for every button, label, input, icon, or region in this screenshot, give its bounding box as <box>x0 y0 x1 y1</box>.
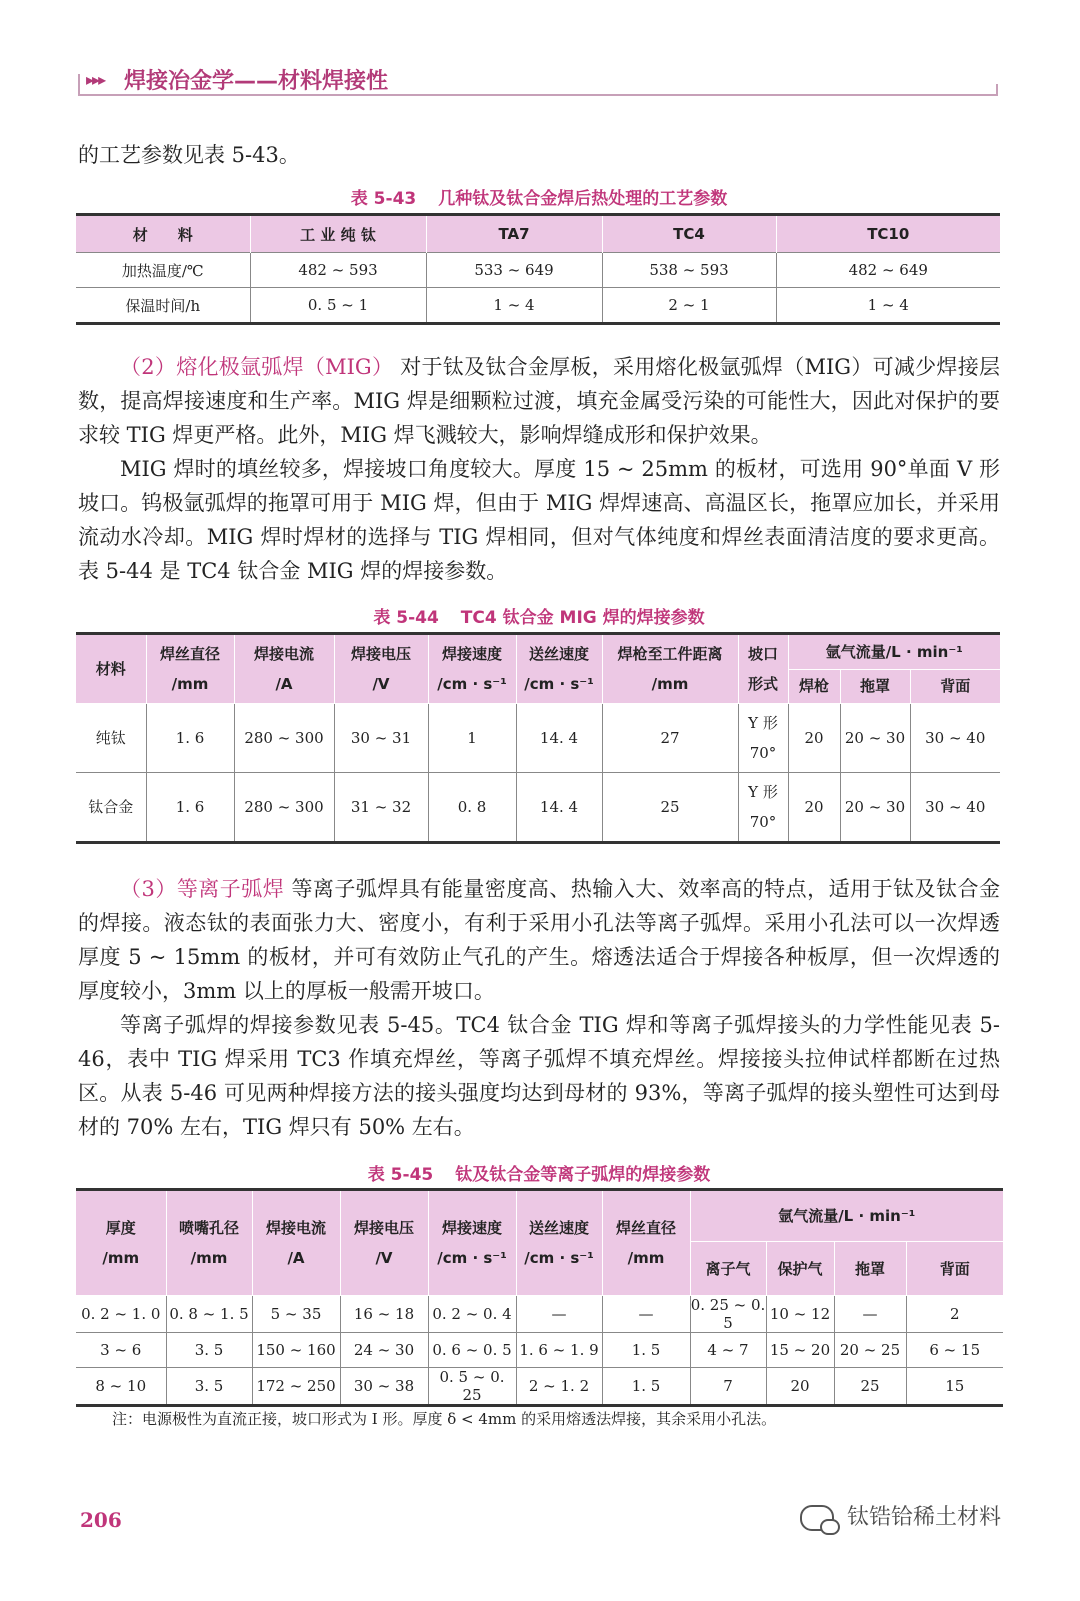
header-cell: 氩气流量/L · min⁻¹ <box>690 1190 1003 1242</box>
header-cell: 保护气 <box>766 1242 834 1296</box>
table-43 <box>76 213 1000 325</box>
table-cell: 280 ~ 300 <box>234 773 334 843</box>
header-cell: 材 料 <box>76 215 250 253</box>
table-cell: 30 ~ 38 <box>340 1368 428 1406</box>
table-cell: 30 ~ 40 <box>910 704 1000 773</box>
table-cell: 31 ~ 32 <box>334 773 428 843</box>
plasma-text-1: 等离子弧焊具有能量密度高、热输入大、效率高的特点，适用于钛及钛合金的焊接。液态钛的表面张力大、密度小，有利于采用小孔法等离子弧焊。采用小孔法可以一次焊透厚度 5 ~ 15mm 的板材，并可有效防止气孔的产生。熔透法适合于焊接各种板厚，但一次焊透的厚度较小，3mm 以上的厚板一般需开坡口。 <box>78 877 1000 1003</box>
table-row <box>76 288 1000 324</box>
table-43-title: 几种钛及钛合金焊后热处理的工艺参数 <box>438 189 728 209</box>
header-cell: 材料 <box>76 634 146 704</box>
header-cell: TC4 <box>602 215 776 253</box>
header-cell: 背面 <box>906 1242 1003 1296</box>
table-cell: 538 ~ 593 <box>602 253 776 288</box>
plasma-heading: （3）等离子弧焊 <box>120 877 285 901</box>
table-row <box>76 1333 1003 1368</box>
table-cell: 0. 5 ~ 1 <box>250 288 426 324</box>
header-cell: 工 业 纯 钛 <box>250 215 426 253</box>
table-cell: 27 <box>602 704 738 773</box>
table-cell: 15 <box>906 1368 1003 1406</box>
table-row <box>76 773 1000 843</box>
table-cell: 7 <box>690 1368 766 1406</box>
table-cell: 5 ~ 35 <box>252 1296 340 1333</box>
table-cell: 533 ~ 649 <box>426 253 602 288</box>
table-row <box>76 704 1000 773</box>
table-cell: 482 ~ 649 <box>776 253 1000 288</box>
table-cell: 加热温度/℃ <box>76 253 250 288</box>
header-cell: 拖罩 <box>834 1242 906 1296</box>
table-cell: — <box>834 1296 906 1333</box>
wechat-icon <box>800 1505 834 1531</box>
table-43-number: 表 5-43 <box>350 189 417 209</box>
table-cell: — <box>602 1296 690 1333</box>
table-cell: 2 ~ 1 <box>602 288 776 324</box>
table-44-caption <box>78 603 1000 628</box>
table-cell: 16 ~ 18 <box>340 1296 428 1333</box>
table-cell: 1 <box>428 704 516 773</box>
header-cell: 拖罩 <box>840 669 910 703</box>
table-cell: 20 ~ 25 <box>834 1333 906 1368</box>
table-header-row <box>76 1190 1003 1242</box>
watermark-text: 钛锆铪稀土材料 <box>847 1505 1002 1530</box>
table-row <box>76 1368 1003 1406</box>
table-45-caption <box>78 1160 1000 1185</box>
table-44-title: TC4 钛合金 MIG 焊的焊接参数 <box>460 608 705 628</box>
header-cell: 焊接电流 /A <box>252 1190 340 1296</box>
intro-line: 的工艺参数见表 5-43。 <box>78 143 300 167</box>
header-cell: 焊接电流 /A <box>234 634 334 704</box>
table-cell: 保温时间/h <box>76 288 250 324</box>
table-cell: 20 ~ 30 <box>840 704 910 773</box>
table-cell: 3 ~ 6 <box>76 1333 166 1368</box>
header-title: 焊接冶金学——材料焊接性 <box>124 69 389 94</box>
header-cell: 焊接速度 /cm · s⁻¹ <box>428 1190 516 1296</box>
table-cell: 20 <box>788 704 840 773</box>
table-cell: 25 <box>602 773 738 843</box>
header-cell: 送丝速度 /cm · s⁻¹ <box>516 1190 602 1296</box>
watermark <box>800 1500 1040 1540</box>
table-cell: 0. 2 ~ 0. 4 <box>428 1296 516 1333</box>
table-cell: 1. 6 ~ 1. 9 <box>516 1333 602 1368</box>
table-row <box>76 1296 1003 1333</box>
table-cell: 0. 5 ~ 0. 25 <box>428 1368 516 1406</box>
table-cell: 14. 4 <box>516 704 602 773</box>
table-cell: 2 <box>906 1296 1003 1333</box>
header-right-tick <box>996 84 998 96</box>
header-left-tick <box>78 74 80 96</box>
table-cell: 8 ~ 10 <box>76 1368 166 1406</box>
mig-text-1: 对于钛及钛合金厚板，采用熔化极氩弧焊（MIG）可减少焊接层数，提高焊接速度和生产率。MIG 焊是细颗粒过渡，填充金属受污染的可能性大，因此对保护的要求较 TIG 焊更严格。此外，MIG 焊飞溅较大，影响焊缝成形和保护效果。 <box>78 355 1000 447</box>
header-cell: 氩气流量/L · min⁻¹ <box>788 634 1000 670</box>
table-cell: 172 ~ 250 <box>252 1368 340 1406</box>
table-45-title: 钛及钛合金等离子弧焊的焊接参数 <box>455 1165 711 1185</box>
table-cell: 1 ~ 4 <box>426 288 602 324</box>
table-cell: 24 ~ 30 <box>340 1333 428 1368</box>
table-44-number: 表 5-44 <box>373 608 439 628</box>
table-cell: 150 ~ 160 <box>252 1333 340 1368</box>
table-cell: 30 ~ 31 <box>334 704 428 773</box>
table-cell: 20 <box>766 1368 834 1406</box>
header-cell: 坡口 形式 <box>738 634 788 704</box>
table-cell: 0. 25 ~ 0. 5 <box>690 1296 766 1332</box>
running-header <box>78 60 998 100</box>
table-cell: 0. 2 ~ 1. 0 <box>76 1296 166 1333</box>
header-cell: 喷嘴孔径 /mm <box>166 1190 252 1296</box>
header-cell: 焊接速度 /cm · s⁻¹ <box>428 634 516 704</box>
mig-heading: （2）熔化极氩弧焊（MIG） <box>120 355 394 379</box>
table-cell: 1. 5 <box>602 1333 690 1368</box>
table-cell: 4 ~ 7 <box>690 1333 766 1368</box>
table-cell: 20 <box>788 773 840 843</box>
table-cell: 1. 6 <box>146 704 234 773</box>
table-cell: 1. 5 <box>602 1368 690 1406</box>
table-cell: 2 ~ 1. 2 <box>516 1368 602 1406</box>
header-cell: 焊接电压 /V <box>334 634 428 704</box>
table-cell: 0. 6 ~ 0. 5 <box>428 1333 516 1368</box>
plasma-paragraph-1 <box>78 872 1000 1008</box>
table-cell: 25 <box>834 1368 906 1406</box>
table-45 <box>76 1188 1003 1407</box>
table-cell: Y 形 70° <box>738 773 788 843</box>
header-cell: TA7 <box>426 215 602 253</box>
header-cell: 焊丝直径 /mm <box>602 1190 690 1296</box>
table-cell: 15 ~ 20 <box>766 1333 834 1368</box>
table-cell: 纯钛 <box>76 704 146 773</box>
table-cell: 3. 5 <box>166 1368 252 1406</box>
table-header-row <box>76 634 1000 670</box>
header-cell: TC10 <box>776 215 1000 253</box>
table-cell: 1 ~ 4 <box>776 288 1000 324</box>
header-cell: 焊接电压 /V <box>340 1190 428 1296</box>
header-arrow-icon: ▸▸▸ <box>86 70 105 89</box>
header-cell: 背面 <box>910 669 1000 703</box>
plasma-paragraph-2: 等离子弧焊的焊接参数见表 5-45。TC4 钛合金 TIG 焊和等离子弧焊接头的力学性能见表 5-46，表中 TIG 焊采用 TC3 作填充焊丝，等离子弧焊不填充焊丝。焊接接头拉伸试样都断在过热区。从表 5-46 可见两种焊接方法的接头强度均达到母材的 93%，等离子弧焊的接头塑性可达到母材的 70% 左右，TIG 焊只有 50% 左右。 <box>78 1013 1000 1139</box>
mig-paragraph-1 <box>78 350 1000 452</box>
table-cell: 1. 6 <box>146 773 234 843</box>
header-cell: 焊丝直径 /mm <box>146 634 234 704</box>
header-cell: 离子气 <box>690 1242 766 1296</box>
table-cell: 0. 8 <box>428 773 516 843</box>
table-cell: 20 ~ 30 <box>840 773 910 843</box>
table-cell: 280 ~ 300 <box>234 704 334 773</box>
table-cell: 30 ~ 40 <box>910 773 1000 843</box>
table-row <box>76 253 1000 288</box>
header-cell: 送丝速度 /cm · s⁻¹ <box>516 634 602 704</box>
table-cell: — <box>516 1296 602 1333</box>
mig-paragraph-2: MIG 焊时的填丝较多，焊接坡口角度较大。厚度 15 ~ 25mm 的板材，可选用 90°单面 V 形坡口。钨极氩弧焊的拖罩可用于 MIG 焊，但由于 MIG 焊焊速高、高温区长，拖罩应加长，并采用流动水冷却。MIG 焊时焊材的选择与 TIG 焊相同，但对气体纯度和焊丝表面清洁度的要求更高。表 5-44 是 TC4 钛合金 MIG 焊的焊接参数。 <box>78 457 1000 583</box>
table-cell: 3. 5 <box>166 1333 252 1368</box>
table-header-row <box>76 215 1000 253</box>
table-43-caption <box>78 184 1000 209</box>
table-45-note: 注：电源极性为直流正接，坡口形式为 I 形。厚度 δ < 4mm 的采用熔透法焊接，其余采用小孔法。 <box>112 1410 777 1428</box>
page-number: 206 <box>80 1508 122 1532</box>
table-44 <box>76 632 1000 844</box>
table-cell: 6 ~ 15 <box>906 1333 1003 1368</box>
table-45-number: 表 5-45 <box>367 1165 434 1185</box>
table-cell: 10 ~ 12 <box>766 1296 834 1333</box>
table-cell: 钛合金 <box>76 773 146 843</box>
table-cell: 0. 8 ~ 1. 5 <box>166 1296 252 1333</box>
table-cell: Y 形 70° <box>738 704 788 773</box>
table-cell: 482 ~ 593 <box>250 253 426 288</box>
header-cell: 焊枪至工件距离 /mm <box>602 634 738 704</box>
header-cell: 焊枪 <box>788 669 840 703</box>
header-cell: 厚度 /mm <box>76 1190 166 1296</box>
table-cell: 14. 4 <box>516 773 602 843</box>
